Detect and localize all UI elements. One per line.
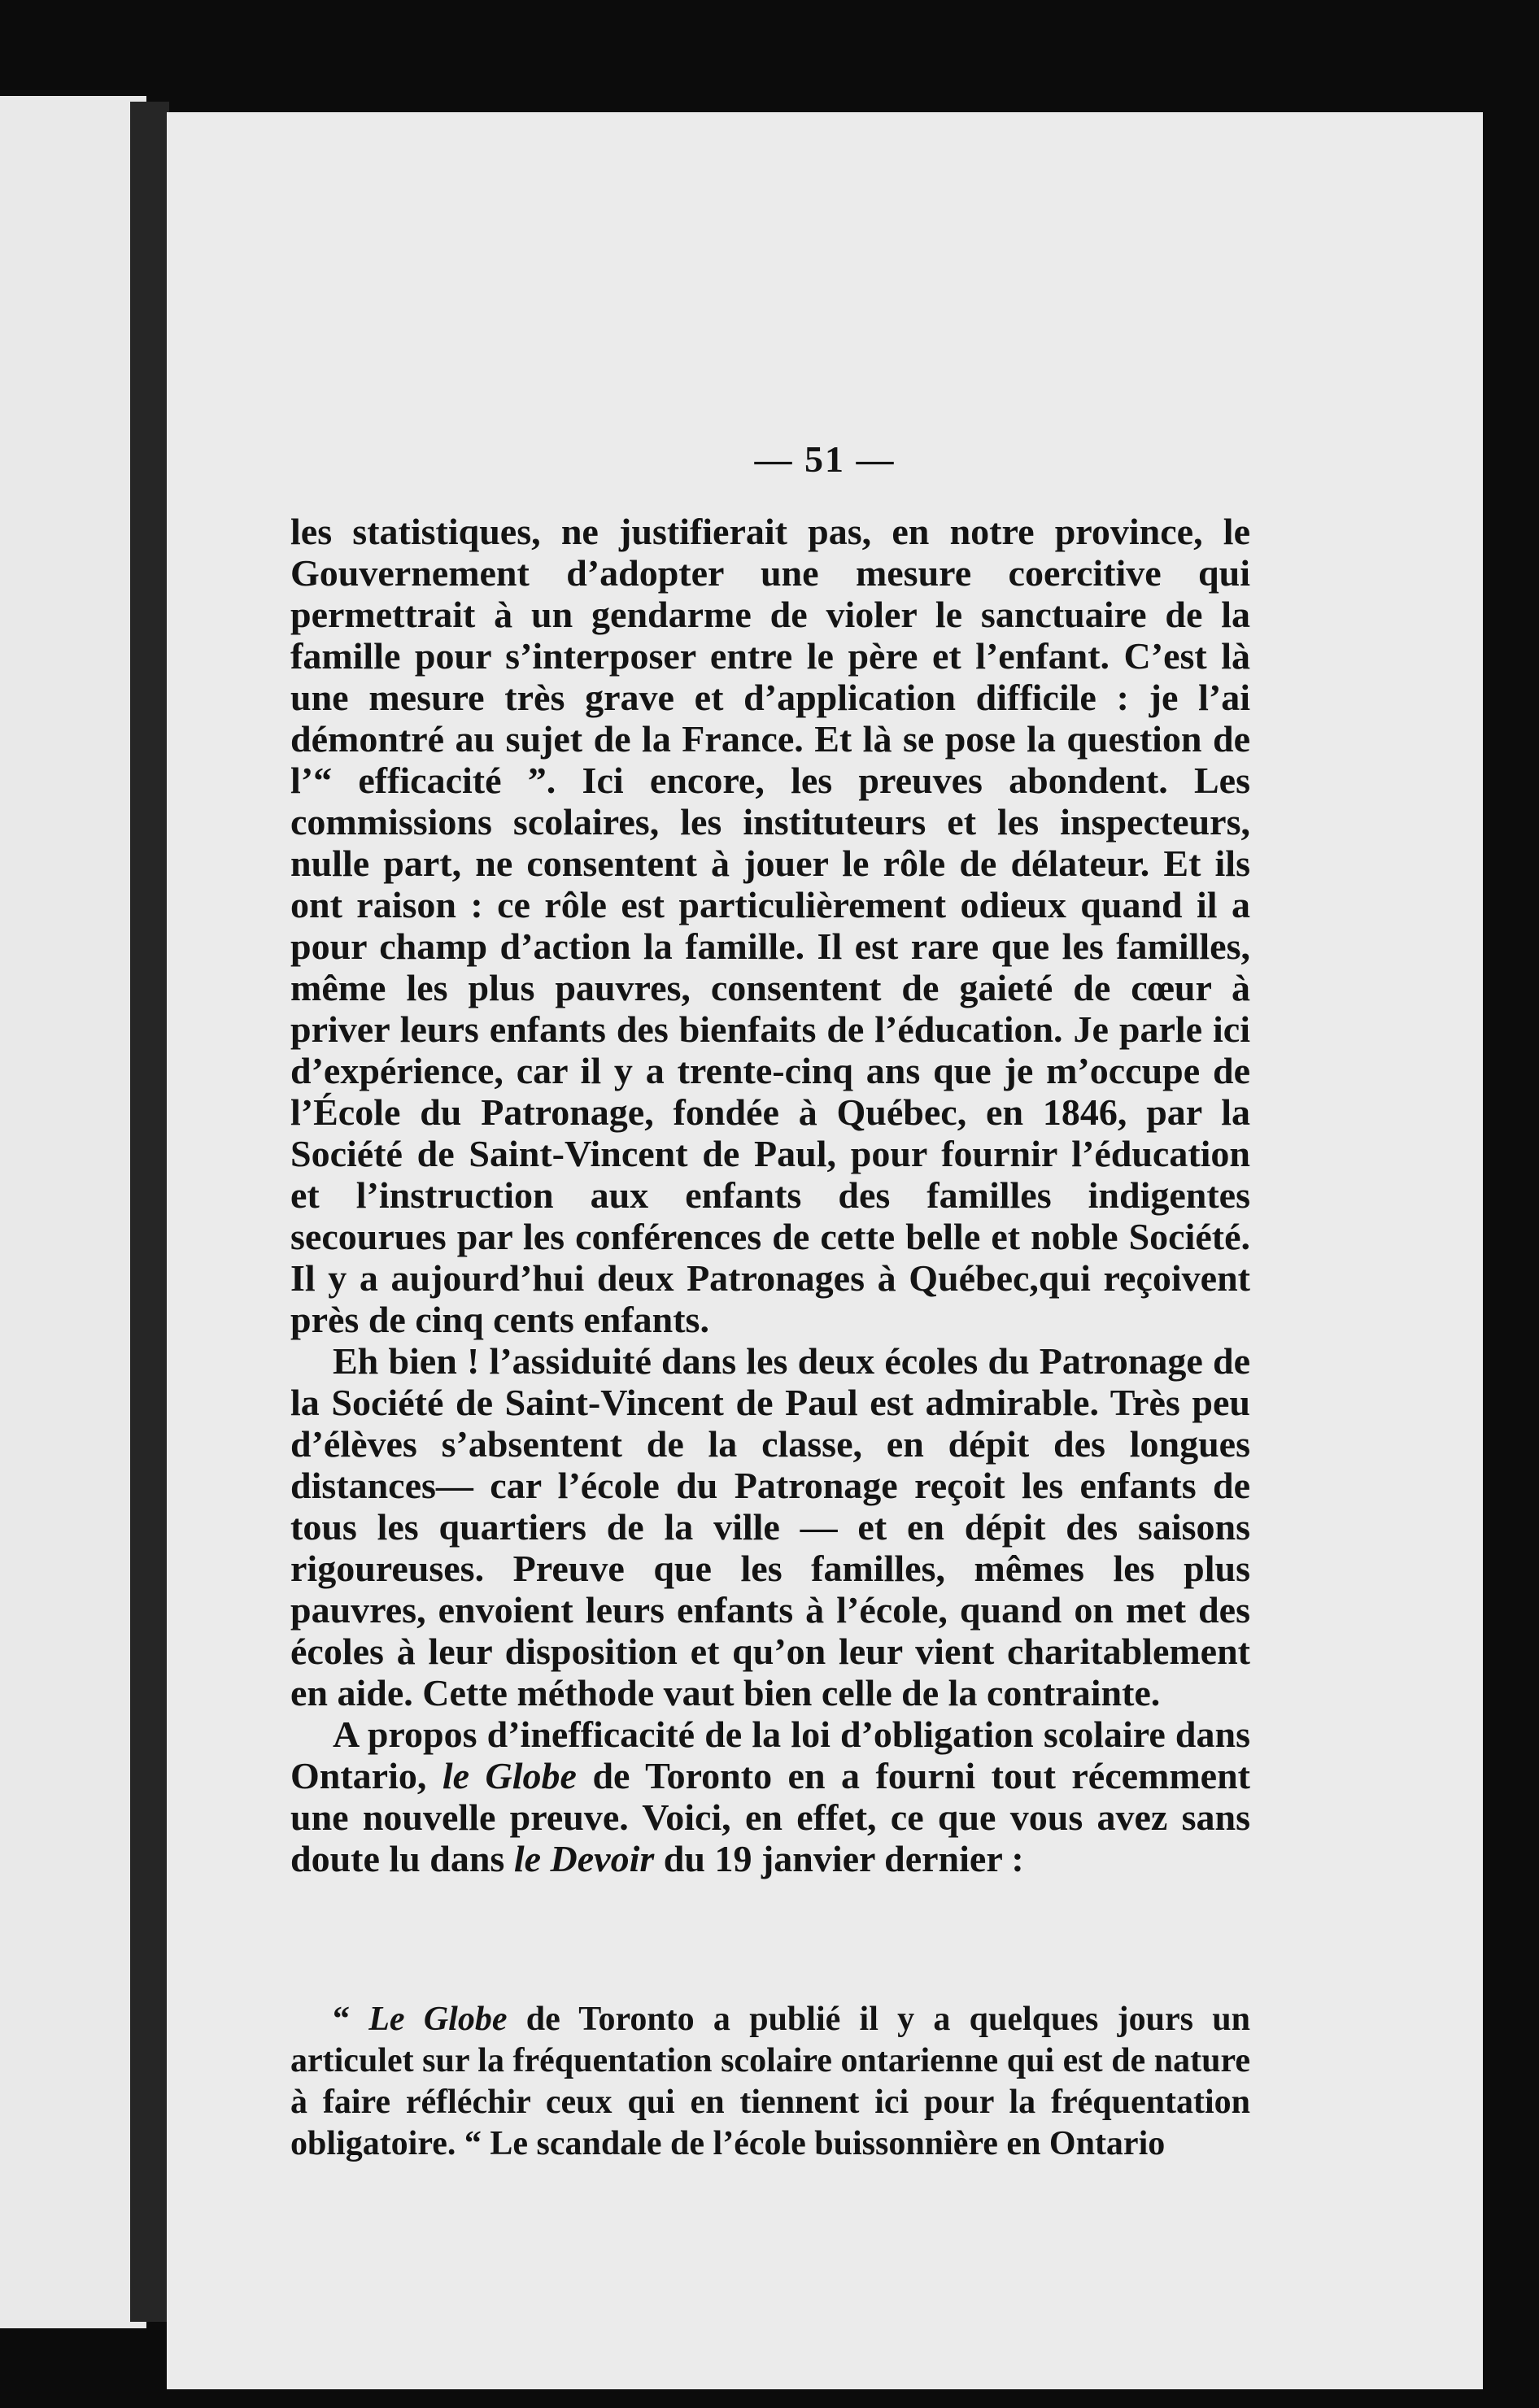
- paragraph-3-part-1: A propos d’inefficacité de la loi d’obligation scolaire dans Ontario,: [290, 1713, 1250, 1796]
- paragraph-3-part-2: de Toronto en a fourni tout récemment une nouvelle preuve. Voici, en effet, ce que vous avez sans doute lu dans: [290, 1755, 1251, 1879]
- quote-open-mark: “: [333, 2001, 369, 2038]
- quote-text: de Toronto a publié il y a quelques jours un articulet sur la fréquentation scolaire ontarienne qui est de nature à faire réfléchir ceux qui en tiennent ici pour la fréquentation obligatoire. “ Le scandale de l’école buissonnière en Ontario: [290, 2001, 1250, 2162]
- paragraph-3-italic-devoir: le Devoir: [513, 1838, 655, 1879]
- body-text: [290, 511, 1250, 1879]
- block-quote: [290, 1999, 1250, 2165]
- facing-page-edge: [0, 96, 146, 2328]
- paragraph-1: les statistiques, ne justifierait pas, en notre province, le Gouvernement d’adopter une mesure coercitive qui permettrait à un gendarme de violer le sanctuaire de la famille pour s’interposer entre le père et l’enfant. C’est là une mesure très grave et d’application difficile : je l’ai démontré au sujet de la France. Et là se pose la question de l’“ efficacité ”. Ici encore, les preuves abondent. Les commissions scolaires, les instituteurs et les inspecteurs, nulle part, ne consentent à jouer le rôle de délateur. Et ils ont raison : ce rôle est particulièrement odieux quand il a pour champ d’action la famille. Il est rare que les familles, même les plus pauvres, consentent de gaieté de cœur à priver leurs enfants des bienfaits de l’éducation. Je parle ici d’expérience, car il y a trente-cinq ans que je m’occupe de l’École du Patronage, fondée à Québec, en 1846, par la Société de Saint-Vincent de Paul, pour fournir l’éducation et l’instruction aux enfants des familles indigentes secourues par les conférences de cette belle et noble Société. Il y a aujourd’hui deux Patronages à Québec,qui reçoivent près de cinq cents enfants.: [290, 511, 1250, 1340]
- paragraph-3-part-3: du 19 janvier dernier :: [654, 1838, 1024, 1879]
- paragraph-2: Eh bien ! l’assiduité dans les deux écoles du Patronage de la Société de Saint-Vincent de Paul est admirable. Très peu d’élèves s’absentent de la classe, en dépit des longues distances— car l’école du Patronage reçoit les enfants de tous les quartiers de la ville — et en dépit des saisons rigoureuses. Preuve que les familles, mêmes les plus pauvres, envoient leurs enfants à l’école, quand on met des écoles à leur disposition et qu’on leur vient charitablement en aide. Cette méthode vaut bien celle de la contrainte.: [290, 1340, 1250, 1713]
- book-page: [167, 112, 1483, 2389]
- quote-italic-globe: Le Globe: [368, 2001, 508, 2038]
- paragraph-3: [290, 1713, 1250, 1879]
- quote-paragraph: [290, 1999, 1250, 2165]
- book-spine-shadow: [130, 102, 169, 2322]
- paragraph-3-italic-globe: le Globe: [442, 1755, 577, 1796]
- page-number: — 51 —: [754, 438, 896, 480]
